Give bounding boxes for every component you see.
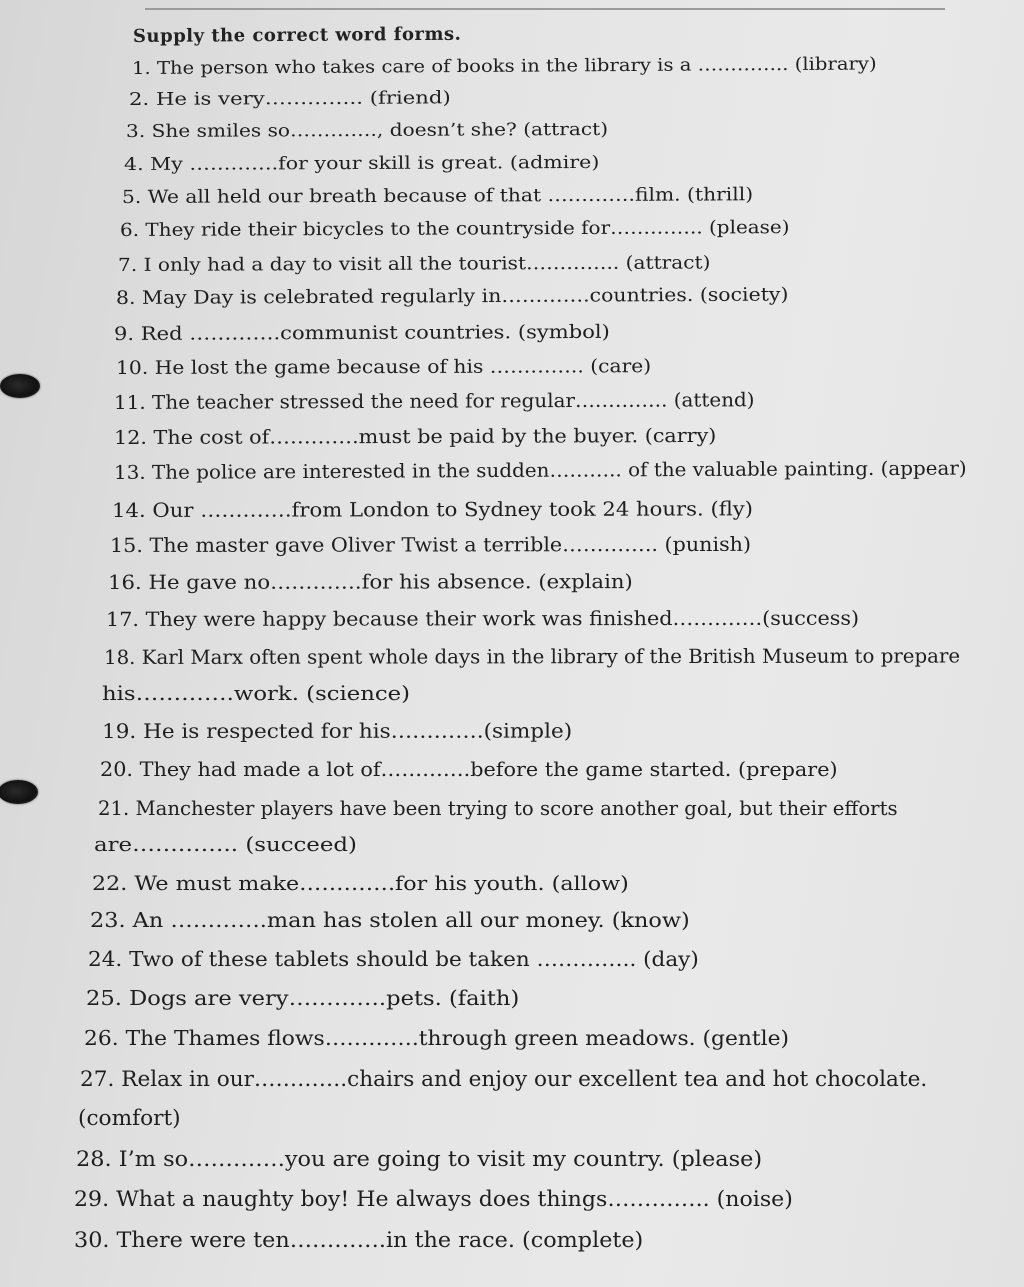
exercise-item: 3. She smiles so…………., doesn’t she? (attract) [125,120,609,143]
exercise-item: 8. May Day is celebrated regularly in………….countries. (society) [115,283,789,309]
punch-hole-top [0,374,40,398]
exercise-item: 21. Manchester players have been trying to score another goal, but their efforts [98,795,898,820]
exercise-item: 15. The master gave Oliver Twist a terrible………….. (punish) [109,532,752,557]
exercise-item: 30. There were ten………….in the race. (complete) [74,1227,644,1252]
exercise-item: 5. We all held our breath because of that ………….film. (thrill) [121,184,754,208]
exercise-item: 12. The cost of………….must be paid by the buyer. (carry) [113,425,717,450]
exercise-item: 11. The teacher stressed the need for regular………….. (attend) [113,389,755,415]
exercise-item: 14. Our ………….from London to Sydney took 24 hours. (fly) [111,497,754,522]
exercise-item: 23. An ………….man has stolen all our money. (know) [90,908,690,933]
exercise-item: 16. He gave no………….for his absence. (explain) [107,569,633,594]
exercise-item: 17. They were happy because their work was finished………….(success) [105,606,860,631]
exercise-item: 1. The person who takes care of books in the library is a ………….. (library) [131,54,877,80]
exercise-item: 20. They had made a lot of………….before the game started. (prepare) [100,756,838,781]
exercise-item: 18. Karl Marx often spent whole days in the library of the British Museum to prepare [103,644,961,669]
punch-hole-bottom [0,780,38,804]
exercise-item: 26. The Thames flows………….through green meadows. (gentle) [84,1026,790,1051]
exercise-item: 7. I only had a day to visit all the tourist………….. (attract) [117,252,711,276]
exercise-item-continuation: his………….work. (science) [102,681,410,705]
exercise-item: 25. Dogs are very………….pets. (faith) [86,986,520,1011]
worksheet-heading: Supply the correct word forms. [132,23,462,47]
exercise-item: 10. He lost the game because of his ………….. (care) [115,355,652,379]
exercise-item: 22. We must make………….for his youth. (allow) [92,870,629,895]
exercise-item: 6. They ride their bicycles to the countryside for………….. (please) [119,216,790,241]
top-rule [145,8,945,10]
exercise-item-continuation: (comfort) [78,1105,181,1130]
exercise-item: 4. My ………….for your skill is great. (admire) [123,153,600,176]
exercise-item: 13. The police are interested in the sudden……….. of the valuable painting. (appear) [113,457,967,485]
exercise-item-continuation: are………….. (succeed) [94,831,357,856]
exercise-item: 9. Red ………….communist countries. (symbol) [113,321,610,345]
exercise-item: 29. What a naughty boy! He always does things………….. (noise) [74,1186,793,1211]
exercise-item: 24. Two of these tablets should be taken ………….. (day) [88,947,699,972]
exercise-item: 2. He is very………….. (friend) [128,88,451,111]
exercise-item: 28. I’m so………….you are going to visit my country. (please) [76,1146,763,1171]
exercise-item: 19. He is respected for his………….(simple) [101,718,573,743]
exercise-item: 27. Relax in our………….chairs and enjoy our excellent tea and hot chocolate. [80,1066,928,1091]
